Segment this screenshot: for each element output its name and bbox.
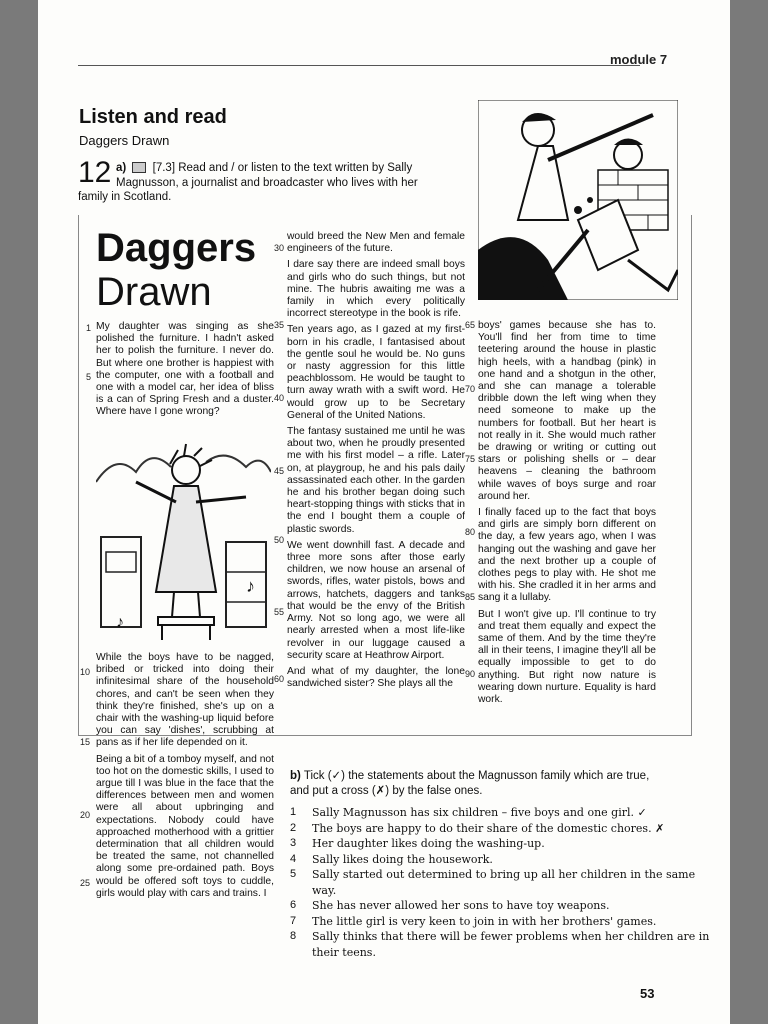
statement-item — [290, 836, 720, 852]
article-column-1-bottom — [96, 652, 274, 904]
statement-number: 8 — [290, 930, 297, 942]
paragraph: And what of my daughter, the lone sandwiched sister? She plays all the — [287, 665, 465, 690]
boys-fighting-image — [478, 100, 678, 300]
statement-text: Sally thinks that there will be fewer problems when her children are in their teens. — [312, 930, 710, 959]
statement-text: The little girl is very keen to join in with her brothers' games. — [312, 914, 657, 928]
line-number: 80 — [465, 527, 476, 537]
paragraph: We went downhill fast. A decade and three more sons after those early children, we now house an arsenal of swords, rifles, water pistols, bows and arrows, hatchets, daggers and tanks that would be the envy of the British Army. Not so long ago, we were all nearly arrested when a most life-like revolver in our luggage caused a security scare at Heathrow Airport. — [287, 539, 465, 661]
statement-item — [290, 929, 720, 960]
section-subtitle: Daggers Drawn — [79, 133, 170, 148]
article-column-1-top — [96, 321, 274, 423]
instruction-line-2: and put a cross (✗) by the false ones. — [290, 785, 483, 797]
statement-number: 5 — [290, 868, 297, 880]
line-number: 10 — [80, 667, 91, 677]
track-number: [7.3] — [152, 162, 176, 174]
instruction-line-1: Tick (✓) the statements about the Magnusson family which are true, — [303, 770, 650, 782]
task-b-instruction — [290, 769, 720, 799]
article-column-3 — [478, 320, 656, 710]
statement-number: 6 — [290, 899, 297, 911]
line-number: 50 — [274, 535, 285, 545]
statement-text: She has never allowed her sons to have toy weapons. — [312, 899, 610, 912]
girl-cleaning-image — [96, 442, 271, 642]
article-title-line-1: Daggers — [96, 226, 257, 270]
statement-number: 3 — [290, 837, 297, 849]
svg-text:♪: ♪ — [246, 576, 255, 596]
cd-icon — [132, 162, 146, 173]
girl-cleaning-illustration — [96, 442, 271, 642]
statement-text: Her daughter likes doing the washing-up. — [312, 837, 545, 850]
line-number: 15 — [80, 737, 91, 747]
paragraph: boys' games because she has to. You'll find her from time to time teetering around the house in plastic high heels, with a handbag (pink) in one hand and a shotgun in the other, and she can manage a tolerable dribble down the left wing when they need someone to make up the numbers for football. But her heart is not really in it. She would much rather be drawing or writing or cutting out stars or polishing shells or – dear heavens – cleaning the bathroom while waves of boys surge and roar around her. — [478, 320, 656, 502]
paragraph: The fantasy sustained me until he was about two, when he proudly presented me with his first model – a rifle. Later on, at playgroup, he and his pals daily assassinated each other. In the garden he and his brother began doing such heart-stopping things with sticks that in the end I bought them a couple of plastic swords. — [287, 426, 465, 535]
line-number: 35 — [274, 320, 285, 330]
paragraph: I finally faced up to the fact that boys and girls are simply born different on the day, a few years ago, when I was hanging out the washing and gave her and the next brother up a couple of clothes pegs to play with. He shot me with his. She cradled it in her arms and sang it a lullaby. — [478, 507, 656, 604]
paragraph: My daughter was singing as she polished the furniture. I hadn't asked her to polish the furniture. I never do. But where one brother is happiest with the computer, one with a football and one with a model car, her idea of bliss is a can of Spring Fresh and a duster. Where have I gone wrong? — [96, 321, 274, 418]
line-number: 30 — [274, 243, 285, 253]
page — [38, 0, 730, 1024]
paragraph: I dare say there are indeed small boys and girls who do such things, but not mine. The hubris awaiting me was a family in which every politically incorrect stereotype in the book is rife. — [287, 259, 465, 320]
paragraph: While the boys have to be nagged, bribed or tricked into doing their infinitesimal share of the household chores, and can't be seen when they think they're finished, she's up on a chair with the washing-up liquid before you can say 'dishes', scrubbing at pans as if her life depended on it. — [96, 652, 274, 749]
paragraph: Ten years ago, as I gazed at my first-born in his cradle, I fantasised about the gentle soul he would be. No guns or nasty aggression for this little peachblossom. He would be taught to turn away wrath with a swift word. He would grow up to be Secretary General of the United Nations. — [287, 324, 465, 421]
exercise-intro — [116, 161, 466, 191]
line-number: 5 — [86, 372, 92, 382]
line-number: 90 — [465, 669, 476, 679]
line-number: 20 — [80, 810, 91, 820]
line-number: 55 — [274, 607, 285, 617]
line-number: 25 — [80, 878, 91, 888]
line-number: 60 — [274, 674, 285, 684]
statement-text: Sally Magnusson has six children – five boys and one girl. ✓ — [312, 806, 647, 819]
exercise-part: a) — [116, 162, 127, 174]
intro-line-1: Read and / or listen to the text written by Sally — [178, 162, 413, 174]
line-number: 1 — [86, 323, 92, 333]
statement-item — [290, 852, 720, 868]
section-title: Listen and read — [79, 106, 227, 128]
intro-line-3: family in Scotland. — [78, 191, 172, 203]
paragraph: would breed the New Men and female engineers of the future. — [287, 231, 465, 255]
line-number: 65 — [465, 320, 476, 330]
statement-item — [290, 898, 720, 914]
statement-number: 2 — [290, 821, 297, 834]
statement-text: Sally likes doing the housework. — [312, 852, 493, 866]
page-number: 53 — [640, 986, 655, 1001]
boys-fighting-illustration — [478, 100, 678, 300]
statement-text: Sally started out determined to bring up all her children in the same way. — [312, 868, 696, 897]
paragraph: Being a bit of a tomboy myself, and not too hot on the domestic skills, I used to argue till I was blue in the face that the differences between men and women were all about upbringing and expectations. Nobody could have approached motherhood with a grittier determination that all children would be treated the same, not channelled along some pre-ordained path. Boys would be offered soft toys to cuddle, girls would play with cars and trains. I — [96, 753, 275, 899]
statement-number: 1 — [290, 806, 297, 818]
statement-number: 7 — [290, 914, 297, 927]
statement-item — [290, 914, 720, 930]
statement-number: 4 — [290, 852, 297, 865]
task-b-label: b) — [290, 770, 301, 782]
statement-list — [290, 805, 720, 960]
line-number: 40 — [274, 393, 285, 403]
line-number: 75 — [465, 454, 476, 464]
svg-text:♪: ♪ — [116, 614, 124, 631]
statement-item — [290, 867, 720, 898]
paragraph: But I won't give up. I'll continue to try and treat them equally and expect the same of them. And by the time they're all in their teens, I imagine they'll all be equally impossible to get to do anything. But right now nature is wearing down nurture. Equality is hard work. — [478, 608, 656, 706]
statement-item — [290, 805, 720, 821]
module-label: module 7 — [610, 52, 668, 67]
line-number: 45 — [274, 466, 285, 476]
statement-text: The boys are happy to do their share of the domestic chores. ✗ — [312, 821, 665, 835]
header-rule — [78, 65, 640, 66]
line-number: 85 — [465, 592, 476, 602]
article-column-2 — [287, 231, 465, 694]
exercise-number: 12 — [78, 156, 112, 189]
intro-line-2: Magnusson, a journalist and broadcaster who lives with her — [116, 177, 418, 189]
line-number: 70 — [465, 384, 476, 394]
statement-item — [290, 821, 720, 837]
article-title-line-2: Drawn — [96, 270, 212, 314]
task-b — [290, 769, 720, 979]
